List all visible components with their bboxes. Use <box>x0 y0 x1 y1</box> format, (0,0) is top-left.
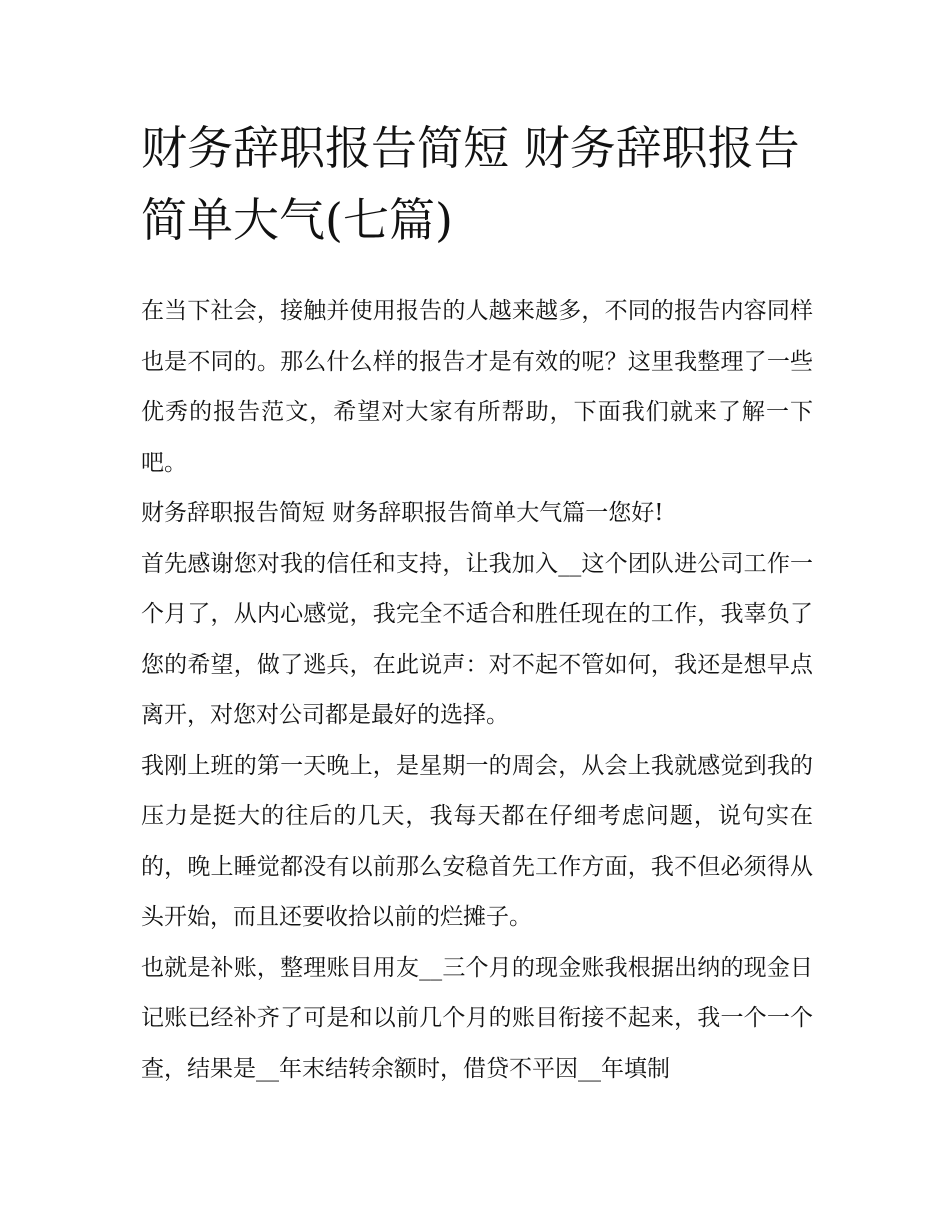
document-title: 财务辞职报告简短 财务辞职报告简单大气(七篇) <box>141 121 800 247</box>
document-content <box>141 112 813 1094</box>
paragraph-accounts: 也就是补账，整理账目用友__三个月的现金账我根据出纳的现金日记账已经补齐了可是和以前几个月的账目衔接不起来，我一个一个查，结果是__年末结转余额时，借贷不平因__年填制 <box>141 954 813 1082</box>
paragraph-section-heading: 财务辞职报告简短 财务辞职报告简单大气篇一您好! <box>141 500 664 526</box>
paragraph-intro: 在当下社会，接触并使用报告的人越来越多，不同的报告内容同样也是不同的。那么什么样的报告才是有效的呢？这里我整理了一些优秀的报告范文，希望对大家有所帮助，下面我们就来了解一下吧。 <box>141 298 813 476</box>
document-body <box>141 286 813 1094</box>
paragraph-thanks: 首先感谢您对我的信任和支持，让我加入__这个团队进公司工作一个月了，从内心感觉，我完全不适合和胜任现在的工作，我辜负了您的希望，做了逃兵，在此说声：对不起不管如何，我还是想早点离开，对您对公司都是最好的选择。 <box>141 550 813 728</box>
paragraph-first-day: 我刚上班的第一天晚上，是星期一的周会，从会上我就感觉到我的压力是挺大的往后的几天，我每天都在仔细考虑问题，说句实在的，晚上睡觉都没有以前那么安稳首先工作方面，我不但必须得从头开始，而且还要收拾以前的烂摊子。 <box>141 752 813 930</box>
